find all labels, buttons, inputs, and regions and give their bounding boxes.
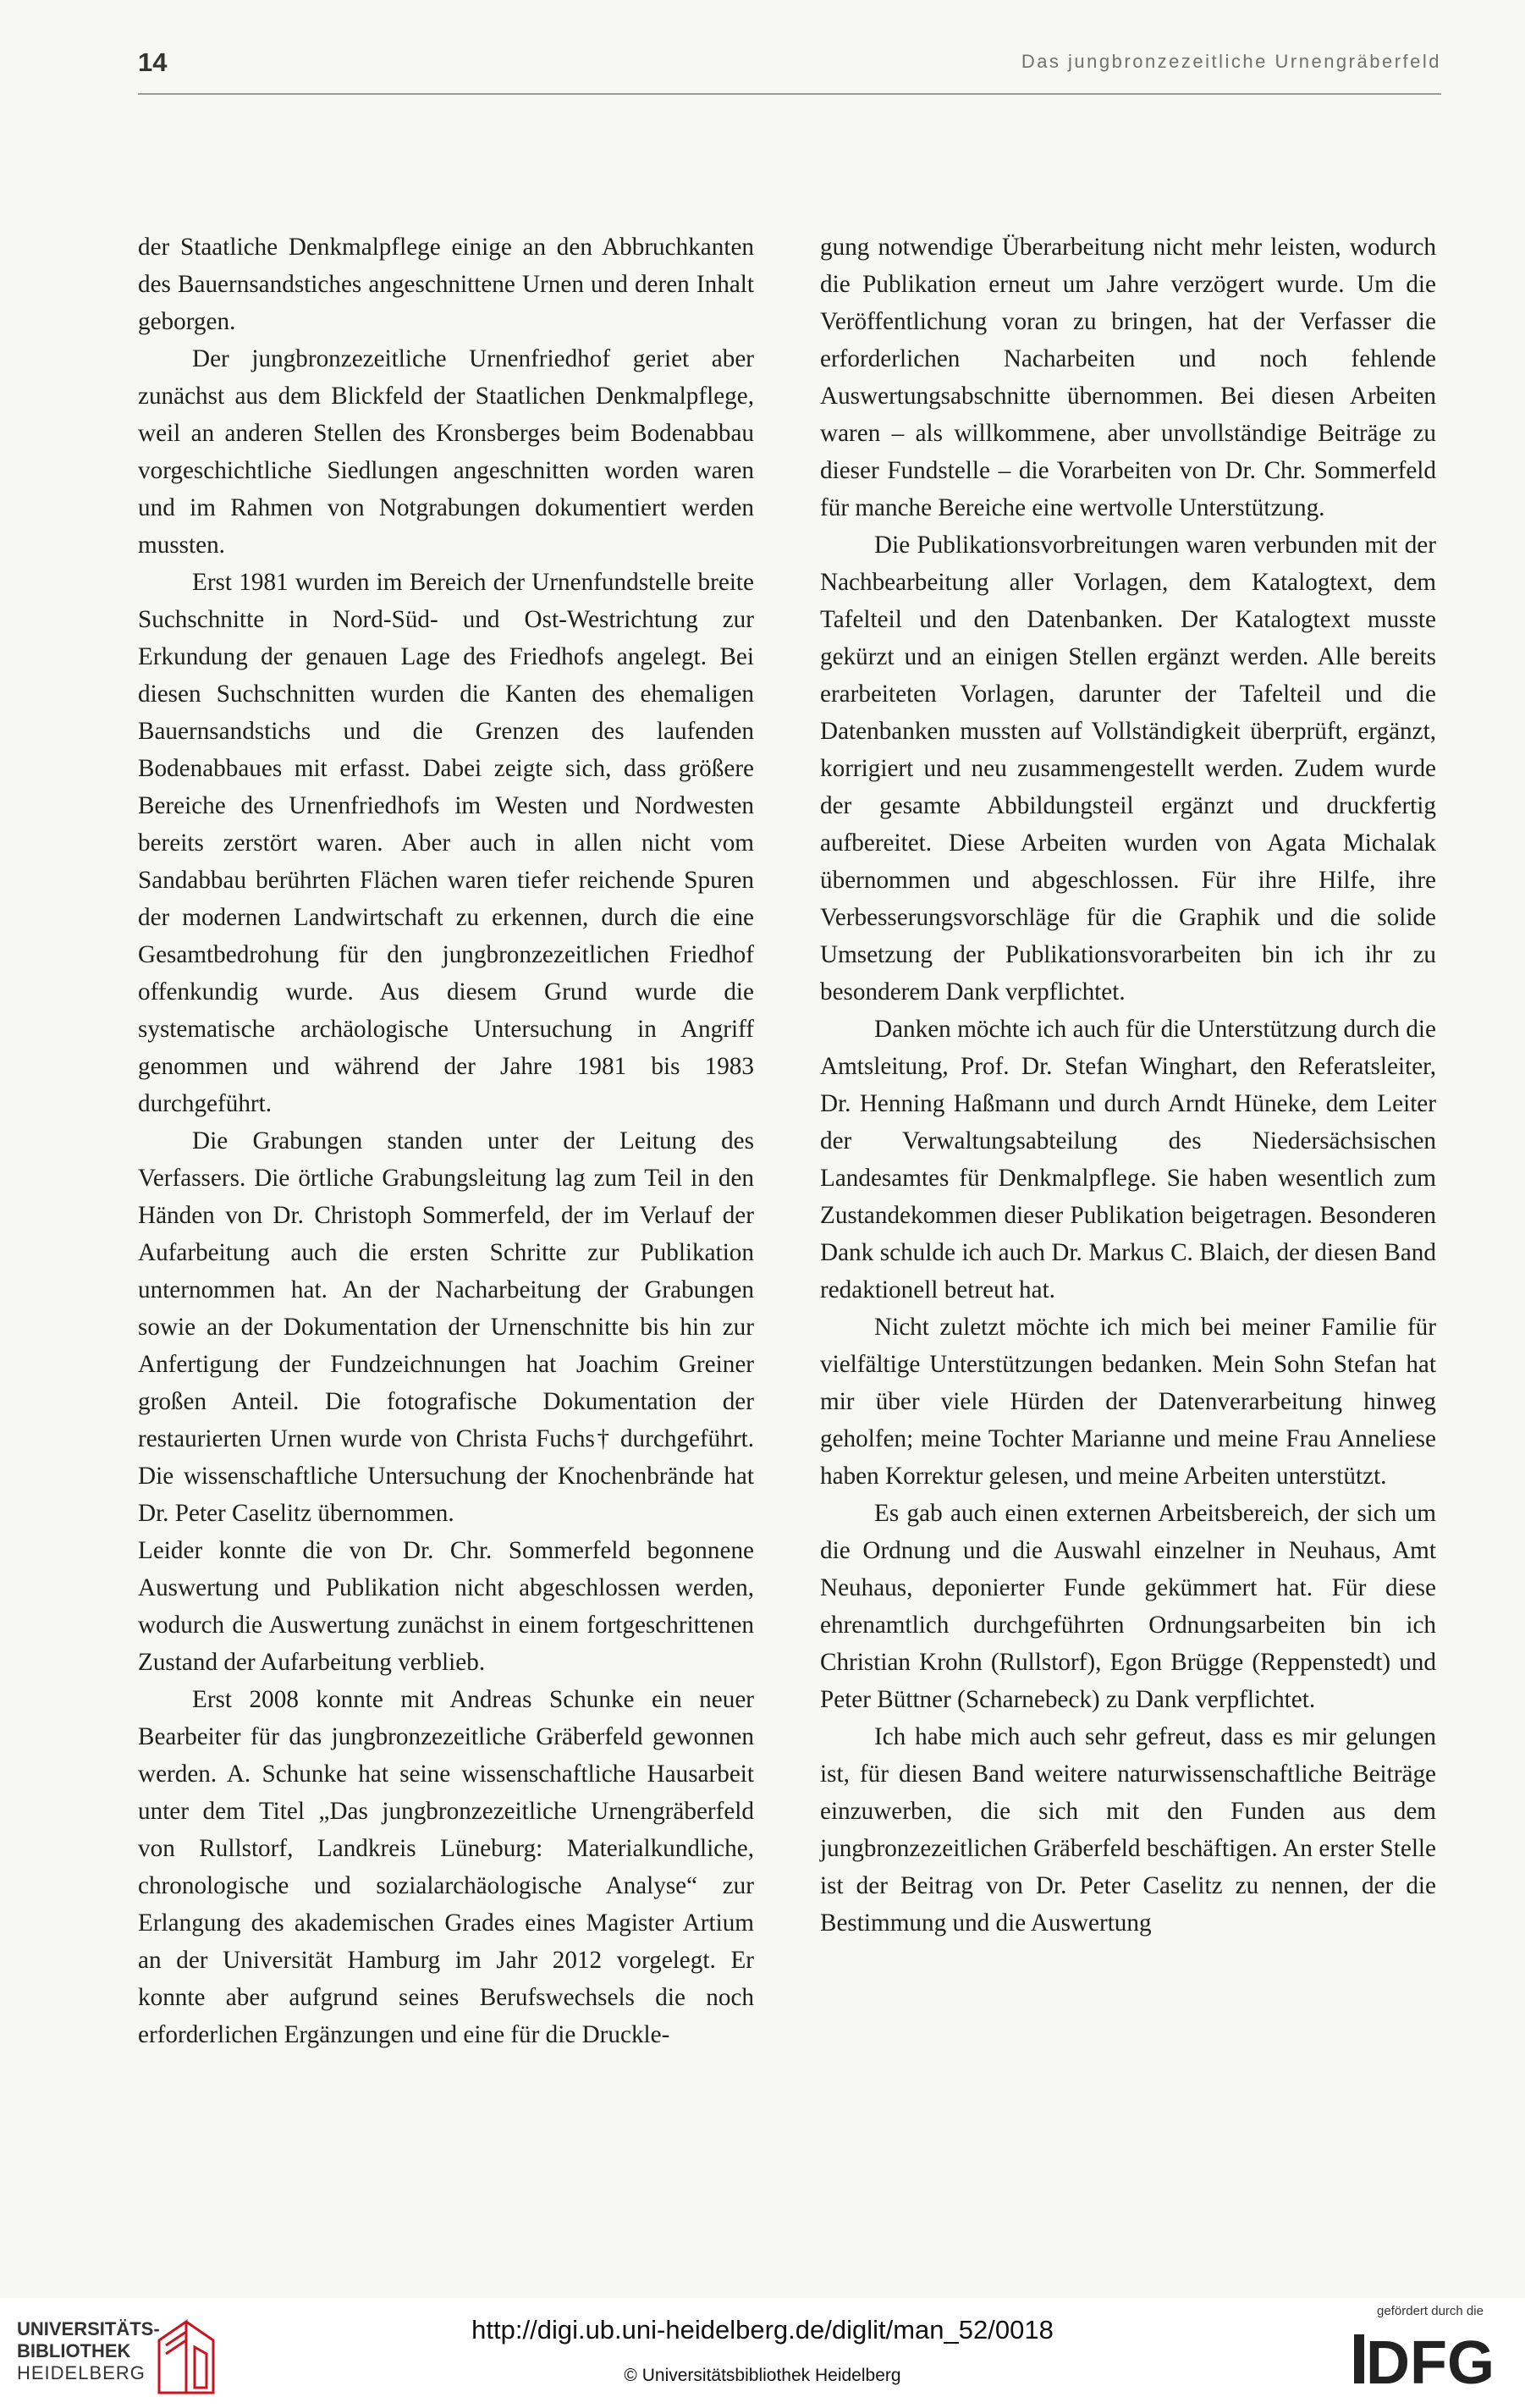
library-name-line: HEIDELBERG: [17, 2362, 146, 2383]
paragraph: gung notwendige Überarbeitung nicht mehr leisten, wodurch die Publikation erneut um Jahre verzögert wurde. Um die Veröffentlichung voran zu bringen, hat der Verfasser die erforderlichen Nacharbeiten und noch fehlende Auswertungsabschnitte übernommen. Bei diesen Arbeiten waren – als willkommene, aber unvollständige Beiträge zu dieser Fundstelle – die Vorarbeiten von Dr. Chr. Sommerfeld für manche Bereiche eine wertvolle Unterstützung.: [820, 234, 1436, 521]
paragraph: Leider konnte die von Dr. Chr. Sommerfeld begonnene Auswertung und Publikation nicht abgeschlossen werden, wodurch die Auswertung zunächst in einem fortgeschrittenen Zustand der Aufarbeitung verblieb.: [138, 1537, 754, 1676]
dfg-logo[interactable]: [1354, 2304, 1506, 2397]
paragraph: Danken möchte ich auch für die Unterstützung durch die Amtsleitung, Prof. Dr. Stefan Winghart, den Referatsleiter, Dr. Henning Haßmann und durch Arndt Hüneke, dem Leiter der Verwaltungsabteilung des Niedersächsischen Landesamtes für Denkmalpflege. Sie haben wesentlich zum Zustandekommen dieser Publikation beigetragen. Besonderen Dank schulde ich auch Dr. Markus C. Blaich, der diesen Band redaktionell betreut hat.: [820, 1016, 1436, 1303]
library-name-line: UNIVERSITÄTS-: [17, 2318, 160, 2339]
dfg-logo-icon: [1354, 2323, 1506, 2395]
paragraph: Nicht zuletzt möchte ich mich bei meiner Familie für vielfältige Unterstützungen bedanken. Mein Sohn Stefan hat mir über viele Hürden der Datenverarbeitung hinweg geholfen; meine Tochter Marianne und meine Frau Anneliese haben Korrektur gelesen, und meine Arbeiten unterstützt.: [820, 1314, 1436, 1490]
paragraph: Ich habe mich auch sehr gefreut, dass es mir gelungen ist, für diesen Band weitere naturwissenschaftliche Beiträge einzuwerben, die sich mit den Funden aus dem jungbronzezeitlichen Gräberfeld beschäftigen. An erster Stelle ist der Beitrag von Dr. Peter Caselitz zu nennen, der die Bestimmung und die Auswertung: [820, 1723, 1436, 1937]
dfg-logo-text: DFG: [1366, 2329, 1495, 2395]
page-number: 14: [138, 47, 168, 77]
paragraph: Es gab auch einen externen Arbeitsbereich, der sich um die Ordnung und die Auswahl einzelner in Neuhaus, Amt Neuhaus, deponierter Funde gekümmert hat. Für diese ehrenamtlich durchgeführten Ordnungsarbeiten bin ich Christian Krohn (Rullstorf), Egon Brügge (Reppenstedt) und Peter Büttner (Scharnebeck) zu Dank verpflichtet.: [820, 1500, 1436, 1713]
paragraph: Erst 1981 wurden im Bereich der Urnenfundstelle breite Suchschnitte in Nord-Süd- und Ost-Westrichtung zur Erkundung der genauen Lage des Friedhofs angelegt. Bei diesen Suchschnitten wurden die Kanten des ehemaligen Bauernsandstichs und die Grenzen des laufenden Bodenabbaues mit erfasst. Dabei zeigte sich, dass größere Bereiche des Urnenfriedhofs im Westen und Nordwesten bereits zerstört waren. Aber auch in allen nicht vom Sandabbau berührten Flächen waren tiefer reichende Spuren der modernen Landwirtschaft zu erkennen, durch die eine Gesamtbedrohung für den jungbronzezeitlichen Friedhof offenkundig wurde. Aus diesem Grund wurde die systematische archäologische Untersuchung in Angriff genommen und während der Jahre 1981 bis 1983 durchgeführt.: [138, 569, 754, 1117]
paragraph: Erst 2008 konnte mit Andreas Schunke ein neuer Bearbeiter für das jungbronzezeitliche Gräberfeld gewonnen werden. A. Schunke hat seine wissenschaftliche Hausarbeit unter dem Titel „Das jungbronzezeitliche Urnengräberfeld von Rullstorf, Landkreis Lüneburg: Materialkundliche, chronologische und sozialarchäologische Analyse“ zur Erlangung des akademischen Grades eines Magister Artium an der Universität Hamburg im Jahr 2012 vorgelegt. Er konnte aber aufgrund seines Berufswechsels die noch erforderlichen Ergänzungen und eine für die Druckle-: [138, 1686, 754, 2048]
page-header: [138, 42, 1441, 95]
paragraph: der Staatliche Denkmalpflege einige an den Abbruchkanten des Bauernsandstiches angeschnittene Urnen und deren Inhalt geborgen.: [138, 234, 754, 335]
copyright-notice: © Universitätsbibliothek Heidelberg: [624, 2366, 901, 2385]
running-title: Das jungbronzezeitliche Urnengräberfeld: [1021, 51, 1441, 72]
paragraph: Die Grabungen standen unter der Leitung des Verfassers. Die örtliche Grabungsleitung lag zum Teil in den Händen von Dr. Christoph Sommerfeld, der im Verlauf der Aufarbeitung auch die ersten Schritte zur Publikation unternommen hat. An der Nacharbeitung der Grabungen sowie an der Dokumentation der Urnenschnitte bis hin zur Anfertigung der Fundzeichnungen hat Joachim Greiner großen Anteil. Die fotografische Dokumentation der restaurierten Urnen wurde von Christa Fuchs† durchgeführt. Die wissenschaftliche Untersuchung der Knochenbrände hat Dr. Peter Caselitz übernommen.: [138, 1127, 754, 1527]
paragraph: Der jungbronzezeitliche Urnenfriedhof geriet aber zunächst aus dem Blickfeld der Staatlichen Denkmalpflege, weil an anderen Stellen des Kronsberges beim Bodenabbau vorgeschichtliche Siedlungen angeschnitten worden waren und im Rahmen von Notgrabungen dokumentiert werden mussten.: [138, 345, 754, 559]
left-text-column: [138, 229, 754, 2053]
paragraph: Die Publikationsvorbreitungen waren verbunden mit der Nachbearbeitung aller Vorlagen, dem Katalogtext, dem Tafelteil und den Datenbanken. Der Katalogtext musste gekürzt und an einigen Stellen ergänzt werden. Alle bereits erarbeiteten Vorlagen, darunter der Tafelteil und die Datenbanken mussten auf Vollständigkeit überprüft, ergänzt, korrigiert und neu zusammengestellt werden. Zudem wurde der gesamte Abbildungsteil ergänzt und druckfertig aufbereitet. Diese Arbeiten wurden von Agata Michalak übernommen und abgeschlossen. Für ihre Hilfe, ihre Verbesserungsvorschläge für die Graphik und die solide Umsetzung der Publikationsvorarbeiten bin ich ihr zu besonderem Dank verpflichtet.: [820, 532, 1436, 1006]
library-name-line: BIBLIOTHEK: [17, 2340, 131, 2361]
dfg-caption: gefördert durch die: [1377, 2304, 1484, 2318]
source-url-link[interactable]: http://digi.ub.uni-heidelberg.de/diglit/man_52/0018: [471, 2315, 1054, 2345]
right-text-column: [820, 229, 1436, 1942]
